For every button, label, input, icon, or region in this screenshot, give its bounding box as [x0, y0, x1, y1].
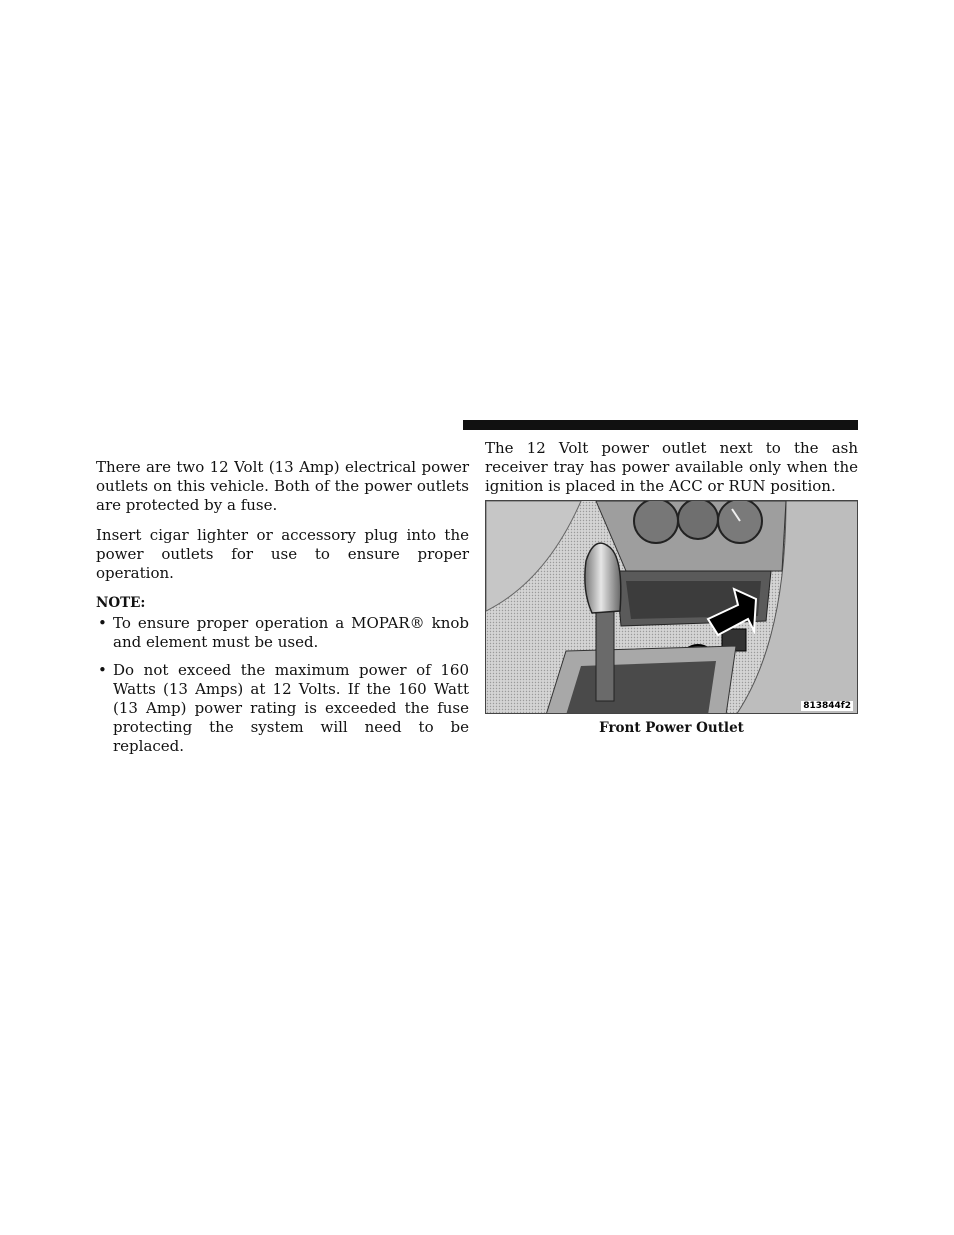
left-column [96, 458, 469, 765]
note-bullet-mopar: • To ensure proper operation a MOPAR® knob and element must be used. [96, 614, 469, 652]
right-column [485, 439, 858, 507]
note-label: NOTE: [96, 595, 146, 611]
figure-caption: Front Power Outlet [599, 720, 744, 736]
paragraph-outlet-ignition: The 12 Volt power outlet next to the ash receiver tray has power available only when the ignition is placed in the ACC or RUN position. [485, 439, 858, 495]
section-header-bar [463, 420, 858, 430]
figure-code: 813844f2 [803, 701, 851, 711]
paragraph-insert-plug: Insert cigar lighter or accessory plug into the power outlets for use to ensure proper operation. [96, 526, 469, 582]
console-illustration [486, 501, 858, 714]
note-bullet-list [96, 614, 469, 756]
note-bullet-max-power: • Do not exceed the maximum power of 160 Watts (13 Amps) at 12 Volts. If the 160 Watt (13 Amp) power rating is exceeded the fuse protecting the system will need to be replaced. [96, 661, 469, 756]
front-power-outlet-figure [485, 500, 858, 714]
paragraph-outlets-intro: There are two 12 Volt (13 Amp) electrical power outlets on this vehicle. Both of the power outlets are protected by a fuse. [96, 458, 469, 514]
